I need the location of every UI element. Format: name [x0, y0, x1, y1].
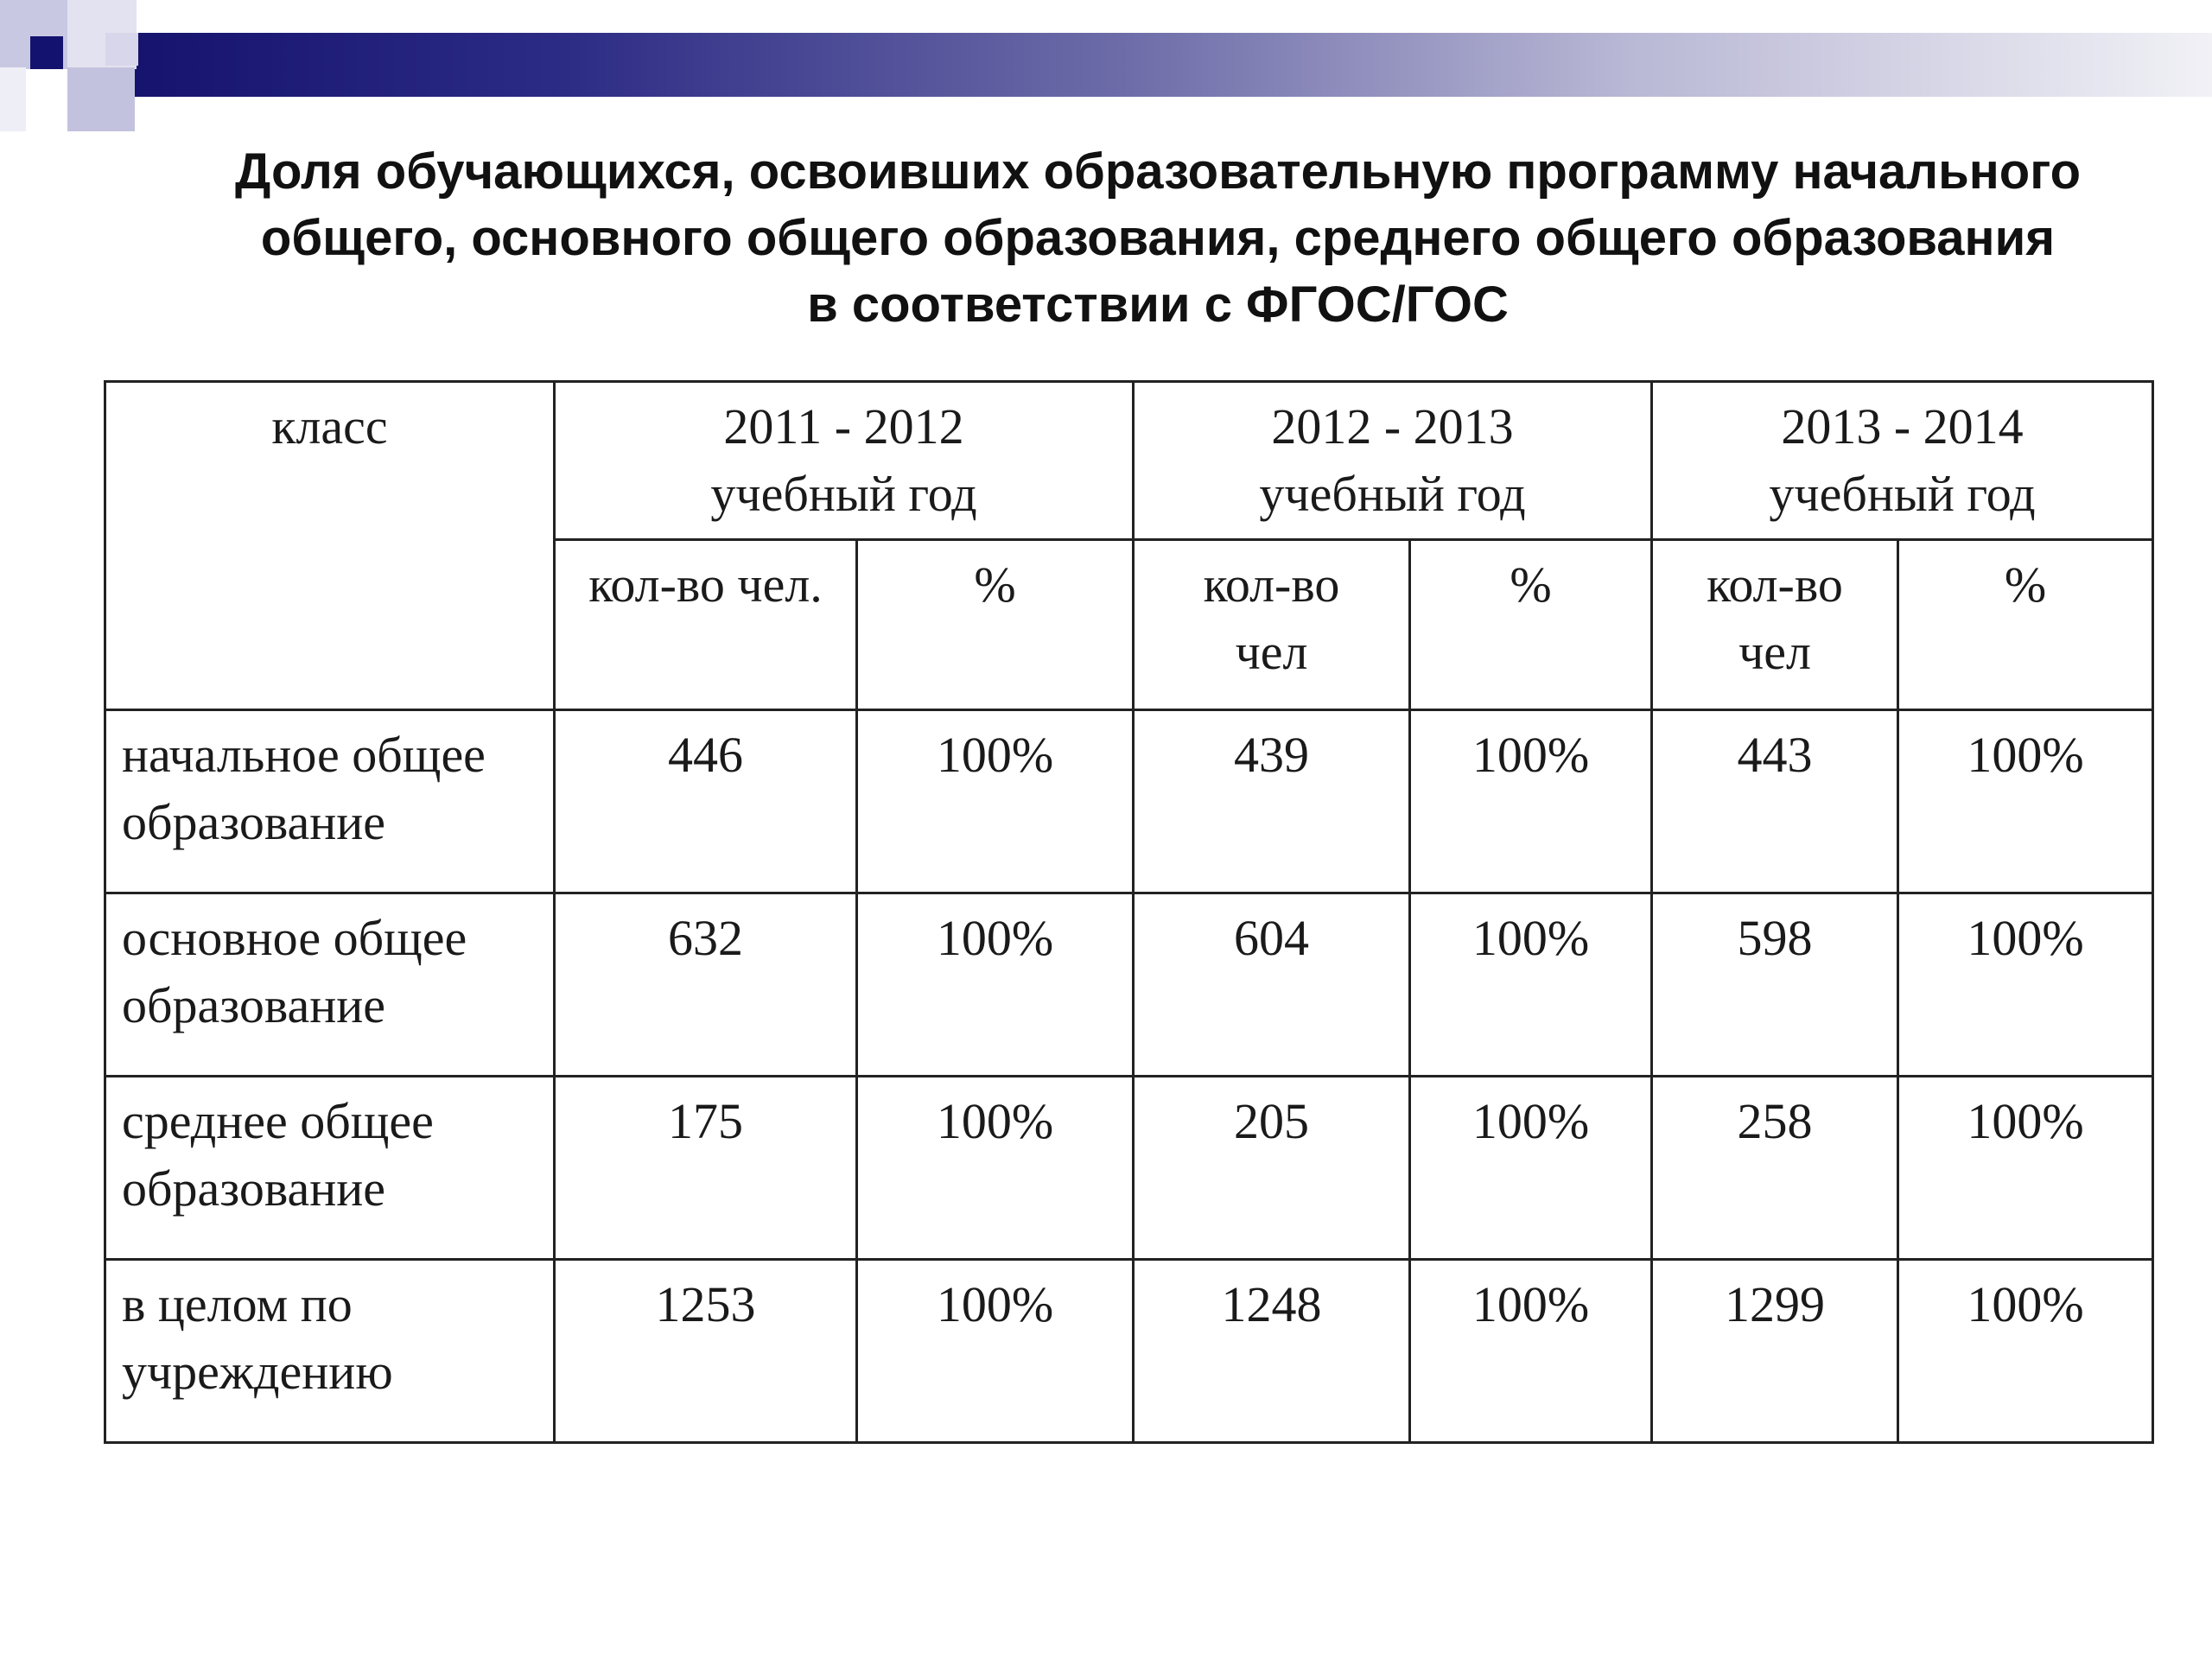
count-cell: 443: [1652, 710, 1898, 893]
row-label-cell: [105, 1260, 555, 1443]
count-label: кол-во чел.: [588, 556, 823, 613]
table-row: [105, 710, 2153, 893]
pct-cell: 100%: [857, 1260, 1134, 1443]
year-range: 2011 - 2012: [723, 398, 964, 454]
count-cell: 1253: [555, 1260, 857, 1443]
row-label-cell: [105, 710, 555, 893]
count-label: кол-во: [1707, 556, 1843, 613]
header-pct-cell: [1898, 540, 2153, 710]
header-year-cell: [1652, 382, 2153, 540]
count-cell: 439: [1134, 710, 1410, 893]
year-range: 2013 - 2014: [1781, 398, 2024, 454]
count-cell: 598: [1652, 893, 1898, 1077]
pct-cell: 100%: [1898, 710, 2153, 893]
count-label: чел: [1738, 624, 1811, 680]
header-count-cell: [1652, 540, 1898, 710]
count-label: кол-во: [1203, 556, 1340, 613]
row-label: образование: [122, 1160, 386, 1217]
row-label: образование: [122, 794, 386, 850]
header-count-cell: [555, 540, 857, 710]
results-table: [104, 380, 2154, 1444]
pct-cell: 100%: [1898, 1260, 2153, 1443]
count-cell: 632: [555, 893, 857, 1077]
count-label: чел: [1235, 624, 1308, 680]
pct-label: %: [2004, 556, 2047, 613]
count-cell: 205: [1134, 1077, 1410, 1260]
year-label: учебный год: [710, 466, 977, 522]
pct-label: %: [974, 556, 1016, 613]
title-line: в соответствии с ФГОС/ГОС: [807, 276, 1509, 333]
header-year-cell: [555, 382, 1134, 540]
pct-cell: 100%: [1410, 893, 1652, 1077]
row-label-cell: [105, 893, 555, 1077]
header-row-years: [105, 382, 2153, 540]
count-cell: 604: [1134, 893, 1410, 1077]
table-row: [105, 893, 2153, 1077]
pct-cell: 100%: [1410, 710, 1652, 893]
pct-cell: 100%: [857, 1077, 1134, 1260]
table-row: [105, 1260, 2153, 1443]
pct-cell: 100%: [1898, 893, 2153, 1077]
row-label: учреждению: [122, 1344, 393, 1400]
year-range: 2012 - 2013: [1271, 398, 1514, 454]
row-label: среднее общее: [122, 1093, 434, 1149]
pct-cell: 100%: [857, 710, 1134, 893]
header-pct-cell: [1410, 540, 1652, 710]
row-label: в целом по: [122, 1276, 353, 1332]
decor-square: [0, 67, 26, 131]
decor-square: [30, 36, 63, 69]
header-gradient-band: [134, 33, 2212, 97]
table-row: [105, 1077, 2153, 1260]
pct-cell: 100%: [1898, 1077, 2153, 1260]
year-label: учебный год: [1769, 466, 2036, 522]
header-year-cell: [1134, 382, 1652, 540]
count-cell: 446: [555, 710, 857, 893]
pct-label: %: [1510, 556, 1552, 613]
decor-square: [105, 33, 138, 66]
slide-title: [112, 138, 2203, 338]
header-class-label: класс: [271, 398, 388, 454]
title-line: общего, основного общего образования, среднего общего образования: [260, 210, 2056, 266]
pct-cell: 100%: [857, 893, 1134, 1077]
decor-square: [67, 67, 135, 131]
header-class-cell: [105, 382, 555, 710]
count-cell: 258: [1652, 1077, 1898, 1260]
count-cell: 1248: [1134, 1260, 1410, 1443]
row-label: образование: [122, 977, 386, 1033]
pct-cell: 100%: [1410, 1077, 1652, 1260]
header-count-cell: [1134, 540, 1410, 710]
row-label: начальное общее: [122, 727, 486, 783]
row-label-cell: [105, 1077, 555, 1260]
year-label: учебный год: [1259, 466, 1526, 522]
row-label: основное общее: [122, 910, 467, 966]
count-cell: 175: [555, 1077, 857, 1260]
count-cell: 1299: [1652, 1260, 1898, 1443]
title-line: Доля обучающихся, освоивших образовательную программу начального: [234, 143, 2082, 200]
header-pct-cell: [857, 540, 1134, 710]
pct-cell: 100%: [1410, 1260, 1652, 1443]
